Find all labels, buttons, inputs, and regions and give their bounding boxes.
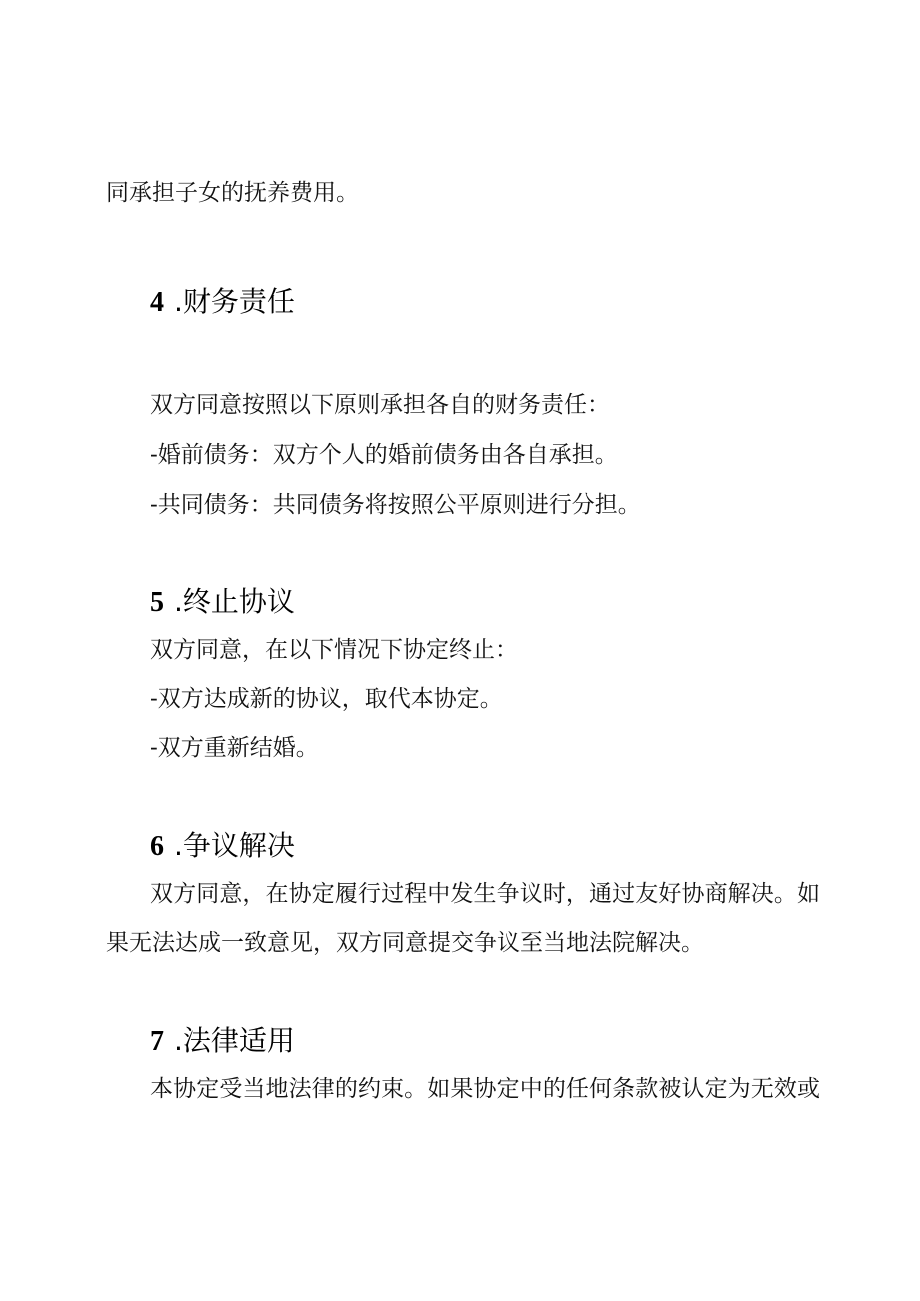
section-6-heading bbox=[150, 829, 295, 864]
section-5-number: 5 bbox=[150, 587, 164, 618]
section-4-number: 4 bbox=[150, 287, 164, 318]
section-7-title: .法律适用 bbox=[174, 1024, 295, 1057]
section-5-list-item: -双方重新结婚。 bbox=[150, 735, 319, 761]
section-5-list-item: -双方达成新的协议，取代本协定。 bbox=[150, 686, 503, 712]
section-7-number: 7 bbox=[150, 1026, 164, 1057]
section-6-paragraph-line-1: 双方同意，在协定履行过程中发生争议时，通过友好协商解决。如 bbox=[150, 881, 820, 907]
section-6-number: 6 bbox=[150, 831, 164, 862]
section-5-title: .终止协议 bbox=[174, 585, 295, 618]
section-6-title: .争议解决 bbox=[174, 829, 295, 862]
section-5-heading bbox=[150, 585, 295, 620]
section-7-paragraph-line-1: 本协定受当地法律的约束。如果协定中的任何条款被认定为无效或 bbox=[150, 1076, 820, 1102]
section-4-list-item: -共同债务：共同债务将按照公平原则进行分担。 bbox=[150, 492, 641, 518]
continuation-text: 同承担子女的抚养费用。 bbox=[106, 180, 359, 206]
section-5-paragraph: 双方同意，在以下情况下协定终止： bbox=[150, 637, 518, 663]
section-4-title: .财务责任 bbox=[174, 285, 295, 318]
section-4-list-item: -婚前债务：双方个人的婚前债务由各自承担。 bbox=[150, 442, 618, 468]
section-7-heading bbox=[150, 1024, 295, 1059]
section-6-paragraph-line-2: 果无法达成一致意见，双方同意提交争议至当地法院解决。 bbox=[106, 930, 704, 956]
section-4-heading bbox=[150, 285, 295, 320]
section-4-paragraph: 双方同意按照以下原则承担各自的财务责任： bbox=[150, 392, 610, 418]
